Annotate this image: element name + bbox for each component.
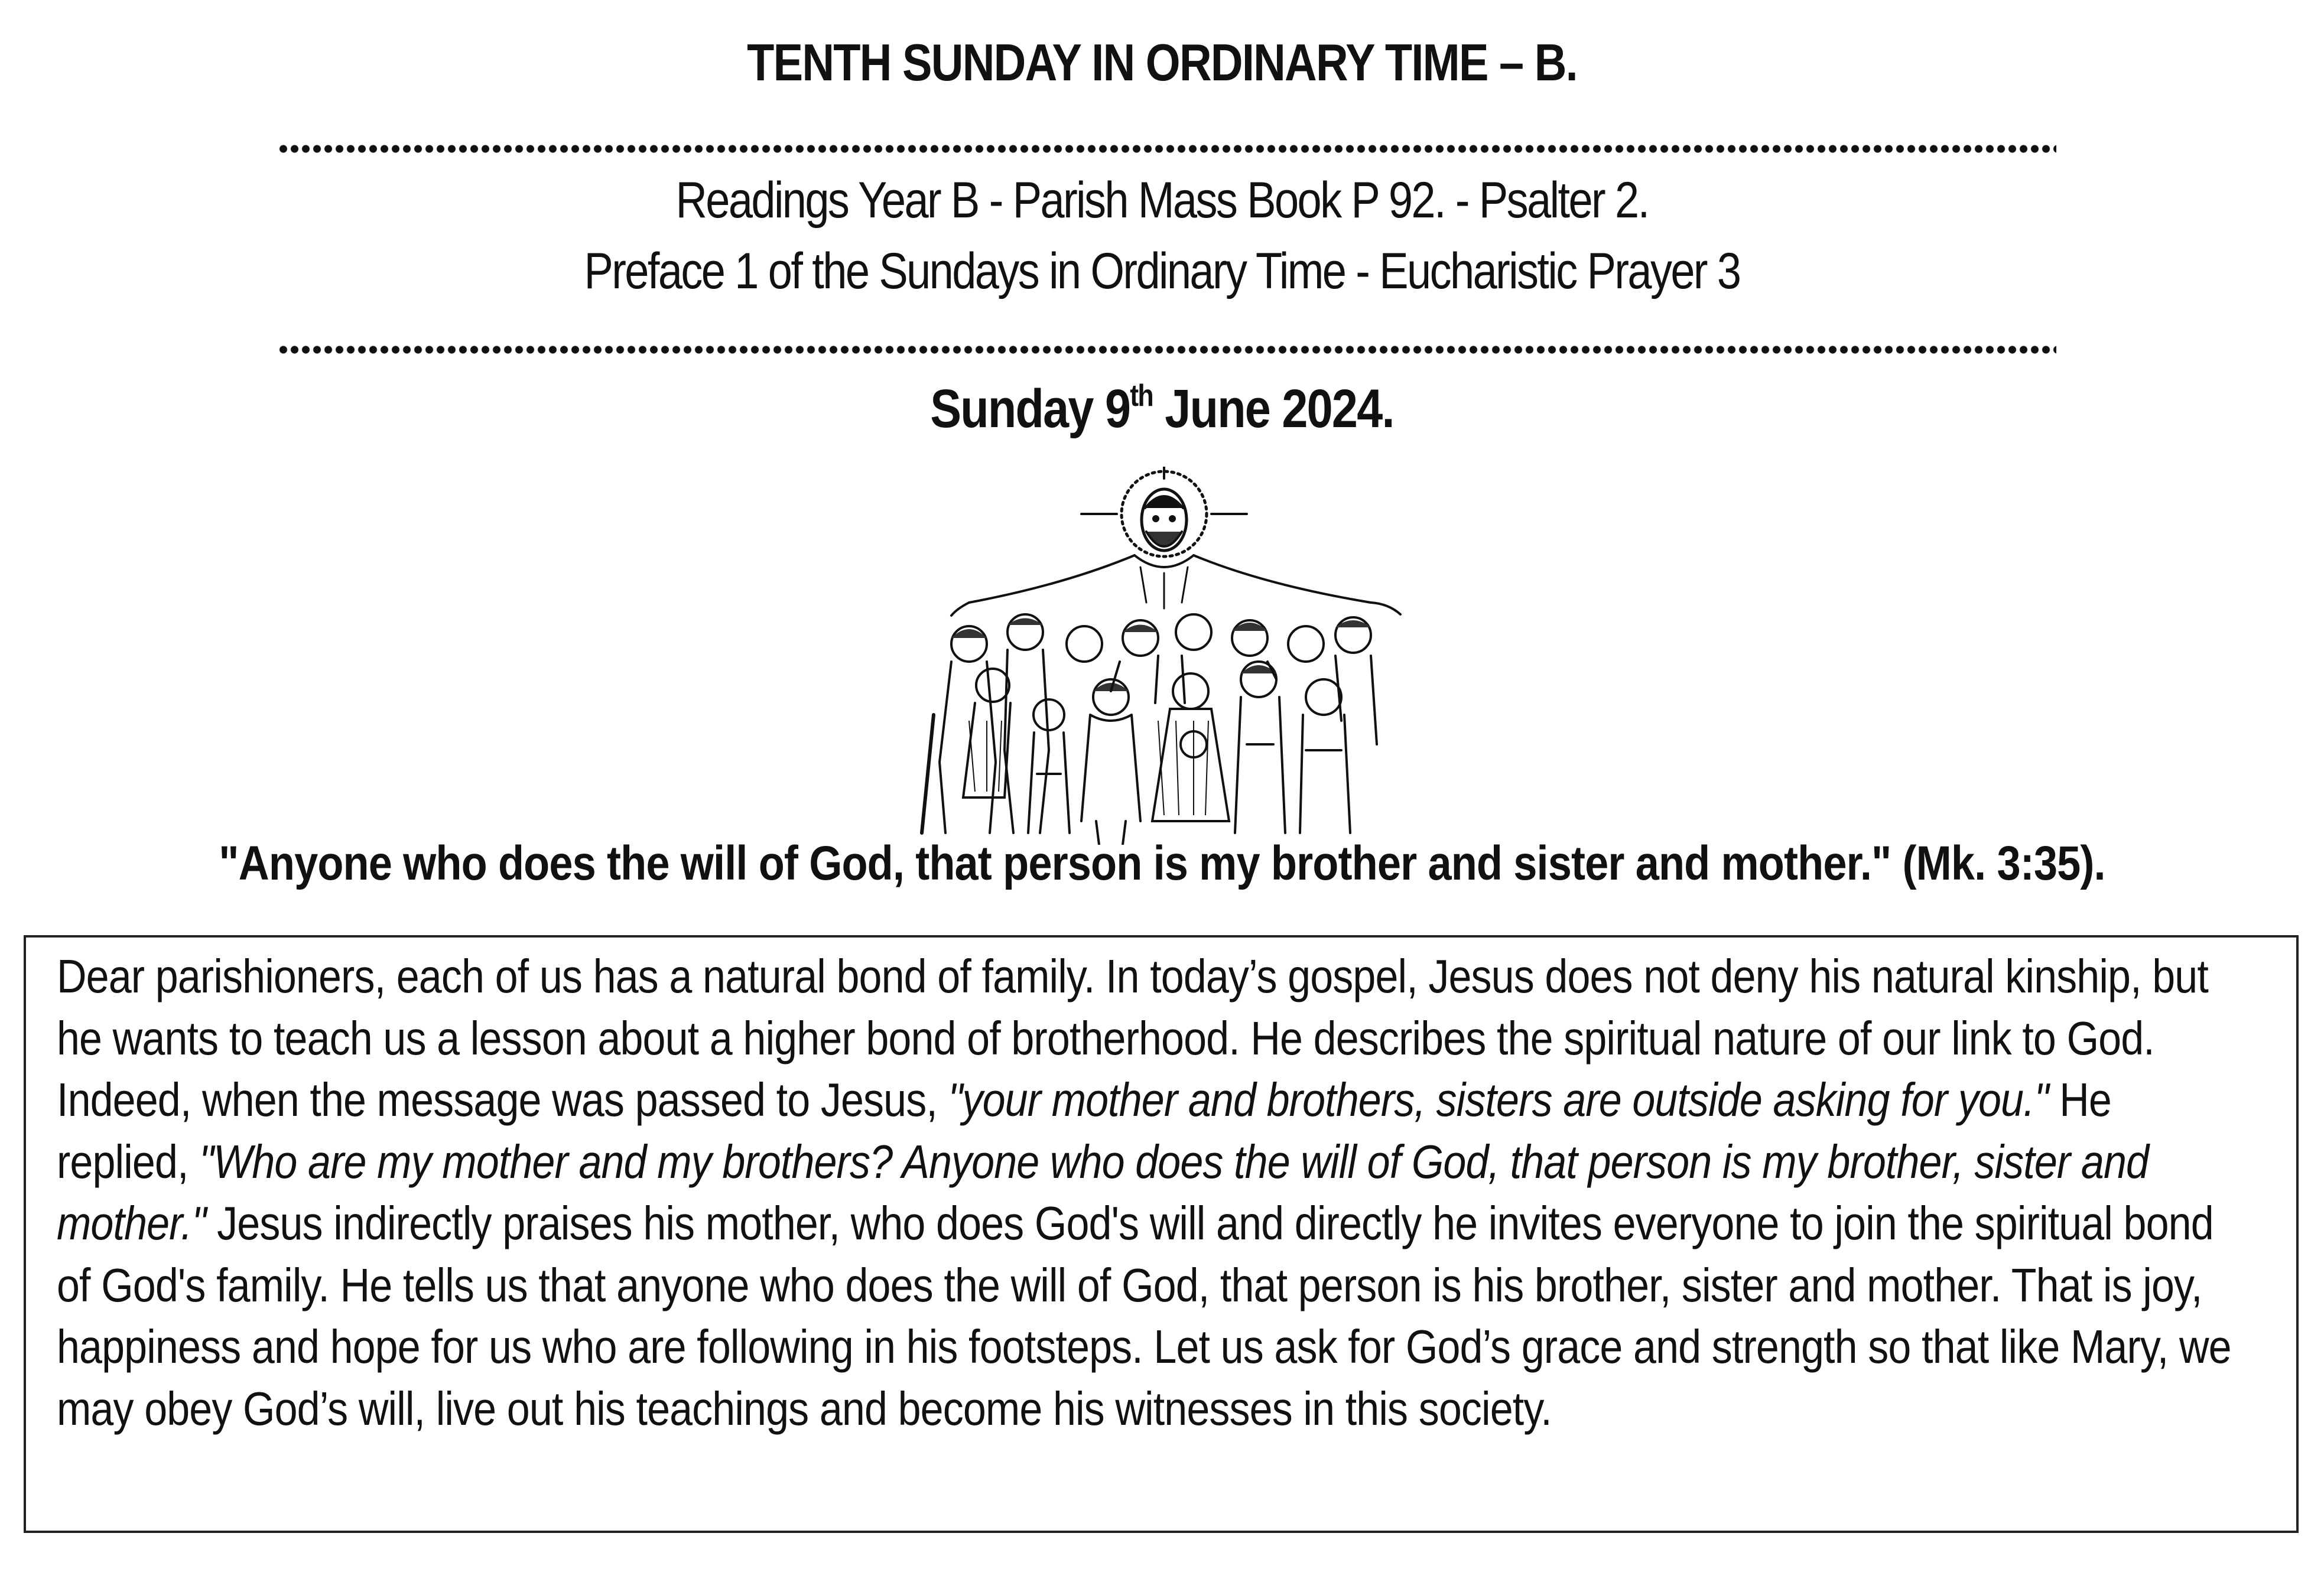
mass-date <box>162 378 2161 440</box>
reflection-quote-italic-1: "your mother and brothers, sisters are outside asking for you." <box>948 1073 2049 1126</box>
date-month-year: June 2024. <box>1153 379 1394 439</box>
dotted-divider-bottom <box>278 343 2056 357</box>
reflection-segment-2: He replied, <box>57 1073 2111 1188</box>
page-title: TENTH SUNDAY IN ORDINARY TIME – B. <box>747 33 1577 92</box>
reflection-segment-3: Jesus indirectly praises his mother, who does God's will and directly he invites everyone to join the spiritual bond of God's family. He tells us that anyone who does the will of God, that person is his brother, sister and mother. That is joy, happiness and hope for us who are following in his footsteps. Let us ask for God’s grace and strength so that like Mary, we may obey God’s will, live out his teachings and become his witnesses in this society. <box>57 1197 2231 1435</box>
date-day: Sunday 9 <box>930 379 1130 439</box>
readings-line-2: Preface 1 of the Sundays in Ordinary Time - Eucharistic Prayer 3 <box>584 243 1740 300</box>
reflection-box <box>24 935 2299 1533</box>
reflection-quote-italic-2: "Who are my mother and my brothers? Anyone who does the will of God, that person is my brother, sister and mother." <box>57 1135 2149 1249</box>
gospel-quote: "Anyone who does the will of God, that person is my brother and sister and mother." (Mk. 3:35). <box>219 836 2105 890</box>
date-ordinal-suffix: th <box>1130 379 1153 413</box>
readings-line-1: Readings Year B - Parish Mass Book P 92. - Psalter 2. <box>675 172 1649 229</box>
dotted-divider-top <box>278 142 2056 156</box>
reflection-text <box>57 946 2249 1440</box>
jesus-with-family-illustration <box>886 467 1430 845</box>
reflection-segment-1: Dear parishioners, each of us has a natural bond of family. In today’s gospel, Jesus does not deny his natural kinship, but he wants to teach us a lesson about a higher bond of brotherhood. He describes the spiritual nature of our link to God. Indeed, when the message was passed to Jesus, <box>57 950 2208 1126</box>
